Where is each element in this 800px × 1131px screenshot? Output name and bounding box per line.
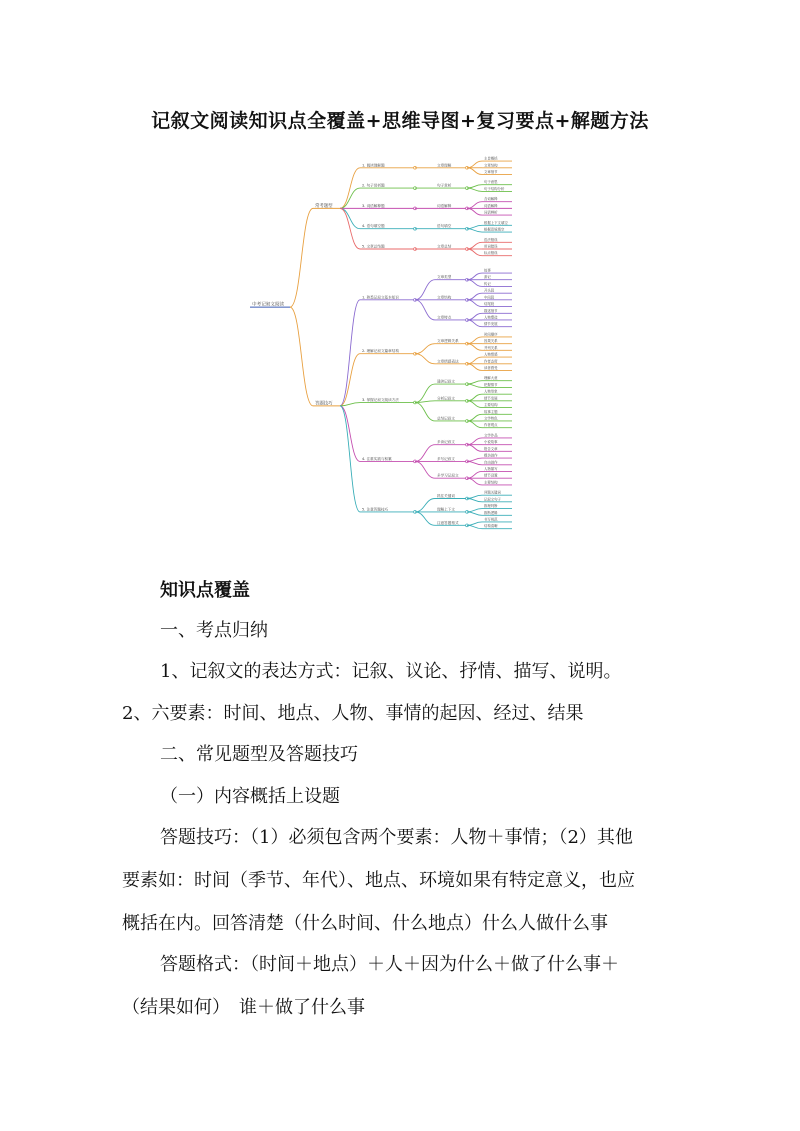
branch-connector — [290, 307, 313, 406]
leaf-connector — [467, 381, 482, 384]
mind-map-leaf: 根据上下文填空 — [484, 220, 508, 225]
mind-map-leaf: 词语辨析 — [484, 210, 498, 215]
mind-map-leaf: 文学作品 — [484, 433, 498, 438]
child-connector — [340, 300, 360, 406]
leaf-connector — [467, 384, 482, 387]
mind-map-leaf: 故事主题 — [484, 409, 498, 414]
mind-map-subtopic: 注意答题格式 — [437, 520, 459, 525]
mind-map-subtopic: 理解上下文 — [437, 507, 455, 512]
branch-connector — [290, 208, 313, 307]
mind-map-subtopic: 语句填空 — [437, 224, 452, 229]
mind-map-leaf: 并列关系 — [484, 345, 498, 350]
mind-map-child: 1. 熟悉记叙文基本知识 — [362, 295, 399, 300]
mind-map-subtopic: 多读记叙文 — [437, 440, 455, 445]
mind-map-subtopic: 多写记叙文 — [437, 456, 455, 461]
leaf-connector — [467, 421, 482, 428]
leaf-connector — [467, 509, 482, 512]
leaf-connector — [467, 364, 482, 371]
mind-map-leaf: 推断逻辑 — [484, 510, 498, 515]
mind-map-leaf: 语法错误 — [484, 237, 498, 242]
mind-map-leaf: 记叙文句子 — [484, 497, 501, 502]
leaf-connector — [467, 161, 482, 168]
leaf-connector — [467, 445, 482, 452]
mind-map-subtopic: 句子赏析 — [437, 183, 452, 188]
paragraph-6: 答题技巧：（1）必须包含两个要素：人物＋事情；（2）其他 — [160, 827, 633, 848]
mind-map-subtopic: 多学习记叙文 — [437, 473, 459, 478]
leaf-connector — [467, 280, 482, 287]
mind-map-leaf: 文学特色 — [484, 416, 498, 421]
mind-map-leaf: 推理判断 — [484, 504, 498, 509]
leaf-connector — [467, 249, 482, 256]
mind-map-leaf: 报告文章 — [484, 446, 498, 451]
mind-map-leaf: 用词错误 — [484, 244, 498, 249]
paragraph-3: 2、六要素：时间、地点、人物、事情的起因、经过、结果 — [122, 703, 584, 724]
mind-map-leaf: 主要结构 — [484, 480, 498, 485]
mind-map-leaf: 中间段 — [484, 295, 495, 300]
paragraph-9: 答题格式：（时间＋地点）＋人＋因为什么＋做了什么事＋ — [160, 954, 619, 975]
sub-connector — [415, 280, 435, 300]
mind-map-child: 4. 语句填空题 — [362, 224, 385, 229]
mind-map-subtopic: 抓住关键词 — [437, 494, 455, 499]
leaf-connector — [467, 337, 482, 344]
mind-map-leaf: 读者感受 — [484, 365, 498, 370]
sub-connector — [415, 354, 435, 364]
mind-map-leaf: 文章结构 — [484, 163, 498, 168]
mind-map-leaf: 标点错误 — [484, 251, 498, 256]
mind-map-subtopic: 分析记叙文 — [437, 396, 455, 401]
leaf-connector — [467, 458, 482, 461]
mind-map-leaf: 模仿创作 — [484, 453, 498, 458]
leaf-connector — [467, 414, 482, 421]
mind-map-leaf: 根据语境填空 — [484, 227, 505, 232]
leaf-connector — [467, 495, 482, 498]
mind-map-subtopic: 文章结构 — [437, 295, 452, 300]
mind-map-child: 1. 阅读理解题 — [362, 163, 385, 168]
paragraph-5: （一）内容概括上设题 — [160, 786, 340, 807]
section-heading: 知识点覆盖 — [160, 580, 250, 601]
mind-map-subtopic: 文章特点 — [437, 315, 452, 320]
mind-map-subtopic: 文章类型 — [437, 275, 452, 280]
mind-map-child: 3. 掌握记叙文阅读方法 — [362, 398, 399, 403]
mind-map-leaf: 书写规范 — [484, 517, 498, 522]
leaf-connector — [467, 293, 482, 300]
mind-map-leaf: 理解大意 — [484, 376, 498, 381]
paragraph-8: 概括在内。回答清楚（什么时间、什么地点）什么人做什么事 — [122, 913, 608, 934]
sub-connector — [415, 512, 435, 525]
sub-connector — [415, 384, 435, 402]
leaf-connector — [467, 225, 482, 228]
mind-map-leaf: 传记 — [484, 281, 491, 286]
mind-map-child: 5. 文章总结题 — [362, 244, 385, 249]
child-connector — [340, 168, 360, 209]
mind-map-diagram — [245, 150, 555, 550]
sub-connector — [415, 403, 435, 421]
paragraph-1: 一、考点归纳 — [160, 620, 268, 641]
mind-map-leaf: 游记 — [484, 275, 491, 280]
mind-map-leaf: 问题关键词 — [484, 490, 501, 495]
leaf-connector — [467, 202, 482, 209]
leaf-connector — [467, 185, 482, 188]
mind-map-branch: 答题技巧 — [315, 401, 333, 407]
leaf-connector — [467, 499, 482, 502]
mind-map-leaf: 因果关系 — [484, 339, 498, 344]
mind-map-branch: 常考题型 — [315, 203, 333, 209]
child-connector — [340, 208, 360, 228]
mind-map-leaf: 句子意思 — [484, 180, 498, 185]
paragraph-2: 1、记叙文的表达方式：记叙、议论、抒情、描写、说明。 — [160, 661, 622, 682]
leaf-connector — [467, 313, 482, 320]
mind-map-leaf: 人物描写 — [484, 466, 498, 471]
leaf-connector — [467, 168, 482, 175]
mind-map-leaf: 作者观点 — [484, 423, 498, 428]
mind-map-leaf: 时间顺序 — [484, 332, 498, 337]
sub-connector — [415, 461, 435, 478]
child-connector — [340, 188, 360, 208]
sub-connector — [415, 499, 435, 512]
mind-map-leaf: 自由创作 — [484, 460, 498, 465]
mind-map-leaf: 含词解释 — [484, 197, 498, 202]
leaf-connector — [467, 471, 482, 478]
document-title: 记叙文阅读知识点全覆盖+思维导图+复习要点+解题方法 — [151, 110, 649, 132]
mind-map-leaf: 主旨概括 — [484, 156, 498, 161]
leaf-connector — [467, 478, 482, 485]
child-connector — [340, 406, 360, 462]
mind-map-leaf: 开头段 — [484, 288, 495, 293]
mind-map-subtopic: 文章情感表达 — [437, 359, 459, 364]
mind-map-leaf: 人物形象 — [484, 389, 498, 394]
mind-map-child: 2. 理解记叙文篇章结构 — [362, 349, 399, 354]
leaf-connector — [467, 512, 482, 515]
leaf-connector — [467, 188, 482, 191]
mind-map-leaf: 把握情节 — [484, 382, 498, 387]
sub-connector — [415, 344, 435, 354]
mind-map-leaf: 结尾段 — [484, 302, 495, 307]
mind-map-child: 2. 句子赏析题 — [362, 183, 385, 188]
mind-map-subtopic: 通读记叙文 — [437, 379, 455, 384]
leaf-connector — [467, 522, 482, 525]
mind-map-root: 中考记叙文阅读 — [252, 302, 285, 308]
paragraph-4: 二、常见题型及答题技巧 — [160, 744, 358, 765]
paragraph-7: 要素如：时间（季节、年代）、地点、环境如果有特定意义，也应 — [122, 870, 635, 891]
mind-map-leaf: 文章细节 — [484, 169, 498, 174]
leaf-connector — [467, 357, 482, 364]
leaf-connector — [467, 208, 482, 215]
mind-map-leaf: 情节发展 — [484, 322, 498, 327]
mind-map-child: 3. 词语解释题 — [362, 203, 385, 208]
sub-connector — [415, 445, 435, 462]
leaf-connector — [467, 320, 482, 327]
mind-map-leaf: 人物塑造 — [484, 315, 498, 320]
child-connector — [340, 354, 360, 406]
mind-map-child: 4. 注重实践与积累 — [362, 456, 392, 461]
mind-map-leaf: 作者态度 — [484, 359, 498, 364]
mind-map-leaf: 人物情感 — [484, 352, 498, 357]
mind-map-leaf: 情节设置 — [484, 473, 498, 478]
mind-map-subtopic: 文章理解 — [437, 163, 452, 168]
leaf-connector — [467, 394, 482, 401]
leaf-connector — [467, 229, 482, 232]
leaf-connector — [467, 273, 482, 280]
leaf-connector — [467, 401, 482, 408]
mind-map-leaf: 情节发展 — [484, 396, 498, 401]
mind-map-child: 5. 注意答题技巧 — [362, 507, 389, 512]
leaf-connector — [467, 438, 482, 445]
mind-map-subtopic: 文章逻辑关系 — [437, 339, 459, 344]
paragraph-10: （结果如何） 谁＋做了什么事 — [122, 997, 365, 1018]
mind-map-subtopic: 总结记叙文 — [437, 416, 455, 421]
leaf-connector — [467, 300, 482, 307]
leaf-connector — [467, 242, 482, 249]
mind-map-leaf: 主要结构 — [484, 403, 498, 408]
mind-map-leaf: 句子结构分析 — [484, 186, 505, 191]
mind-map-leaf: 小说故事 — [484, 440, 498, 445]
mind-map-leaf: 结构清晰 — [484, 524, 498, 529]
leaf-connector — [467, 525, 482, 528]
mind-map-leaf: 描述细节 — [484, 308, 498, 313]
child-connector — [340, 208, 360, 249]
leaf-connector — [467, 461, 482, 464]
mind-map-subtopic: 词语解释 — [437, 203, 452, 208]
sub-connector — [415, 300, 435, 320]
leaf-connector — [467, 344, 482, 351]
mind-map-leaf: 词语解释 — [484, 203, 498, 208]
mind-map-leaf: 故事 — [484, 268, 491, 273]
mind-map-subtopic: 文章总结 — [437, 244, 452, 249]
